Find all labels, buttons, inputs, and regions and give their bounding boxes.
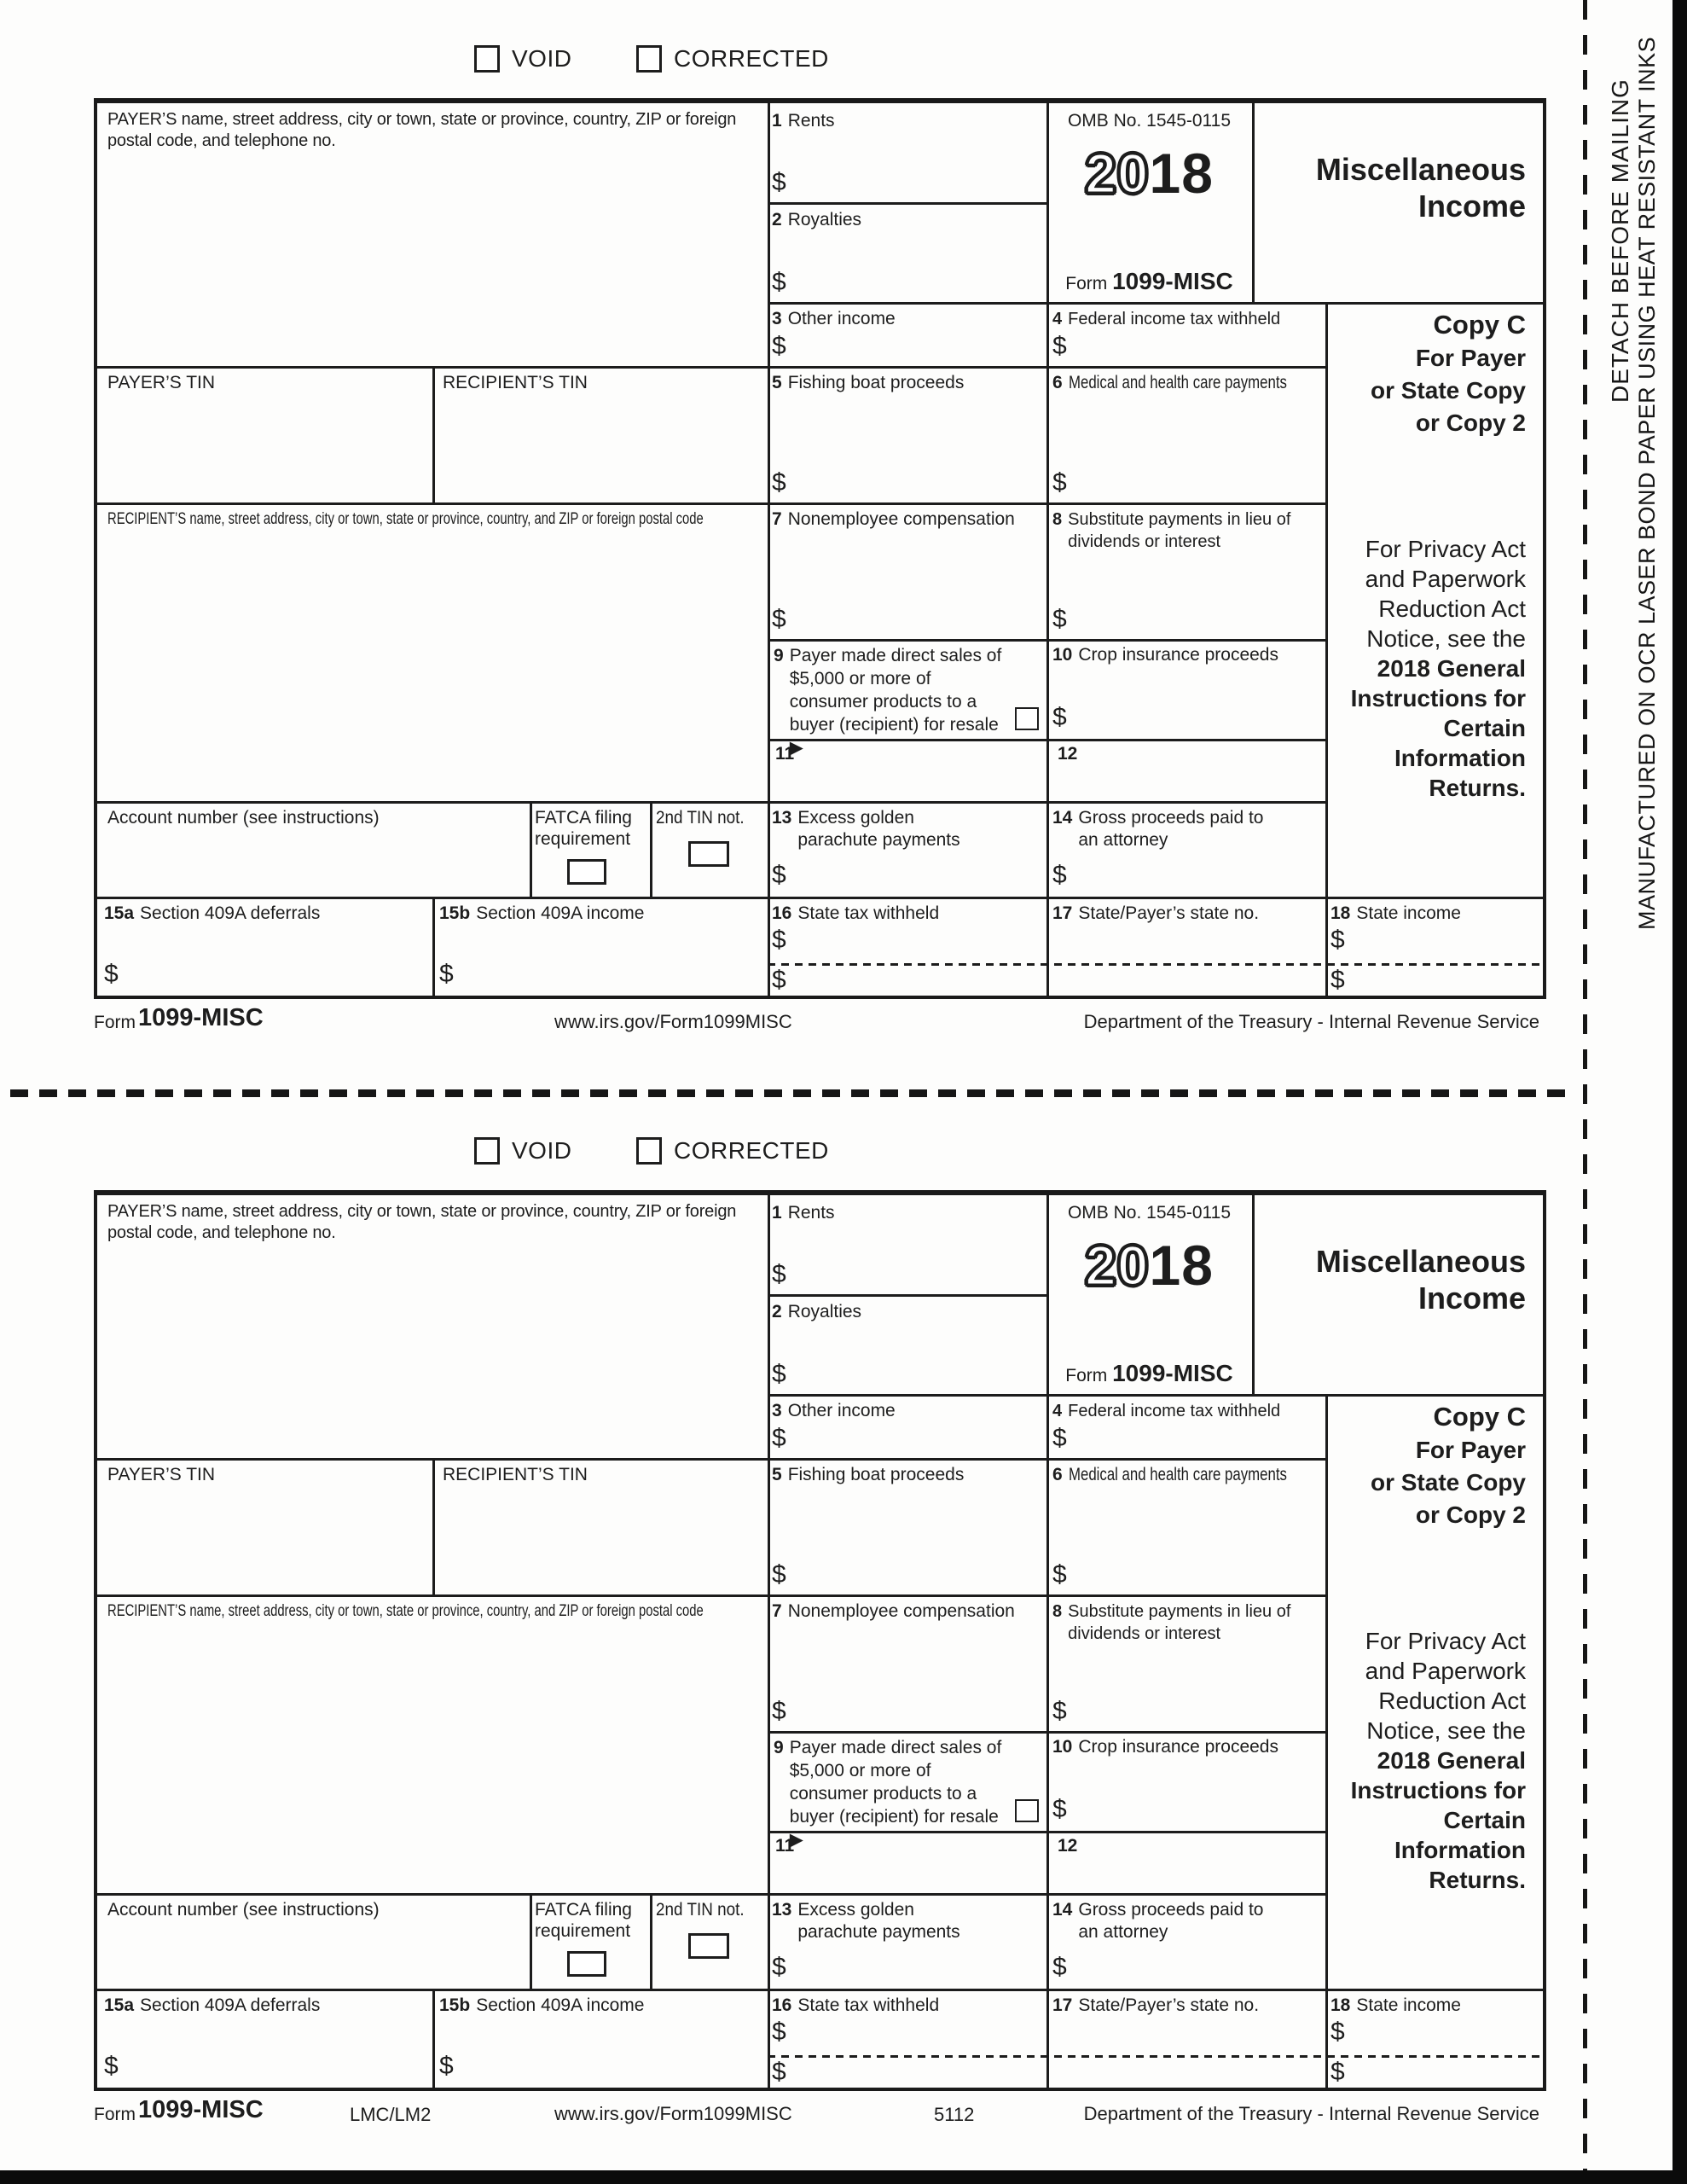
box-15b-409a-income: 15b Section 409A income <box>439 1995 645 2015</box>
fatca-checkbox[interactable] <box>567 859 606 885</box>
copy-designation: Copy C For Payer or State Copy or Copy 2 <box>1370 310 1526 436</box>
corrected-checkbox[interactable] <box>636 45 662 73</box>
form-title: Miscellaneous Income <box>1315 152 1526 224</box>
dollar-sign: $ <box>772 332 786 360</box>
box-5-fishing-boat: 5 Fishing boat proceeds <box>772 1465 965 1484</box>
form-number-line: Form 1099-MISC <box>1065 1360 1233 1386</box>
dollar-sign: $ <box>772 2018 786 2046</box>
dollar-sign: $ <box>104 960 119 988</box>
fatca-label: FATCA filing requirement <box>535 808 632 849</box>
box-5-fishing-boat: 5 Fishing boat proceeds <box>772 373 965 392</box>
footer-irs-url: www.irs.gov/Form1099MISC <box>554 1011 792 1032</box>
year-solid-digits: 18 <box>1149 142 1214 205</box>
box-17-state-no: 17 State/Payer’s state no. <box>1052 1995 1260 2015</box>
dollar-sign: $ <box>439 960 454 988</box>
dollar-sign: $ <box>1052 703 1067 731</box>
divider-line <box>768 202 1046 205</box>
dollar-sign: $ <box>1052 1795 1067 1823</box>
box-1-rents: 1 Rents <box>772 111 835 131</box>
form-1099-misc-grid <box>94 1190 1546 2091</box>
box-15b-409a-income: 15b Section 409A income <box>439 903 645 923</box>
dollar-sign: $ <box>772 1953 786 1981</box>
box-10-crop-insurance: 10 Crop insurance proceeds <box>1052 645 1278 665</box>
box-15a-409a-deferrals: 15a Section 409A deferrals <box>104 1995 321 2015</box>
divider-line <box>650 801 652 897</box>
state-row-dashed-line <box>768 963 1543 966</box>
form-title-area <box>1252 1195 1534 1394</box>
dollar-sign: $ <box>1330 2018 1345 2046</box>
fatca-checkbox[interactable] <box>567 1951 606 1977</box>
dollar-sign: $ <box>1052 1697 1067 1725</box>
void-checkbox[interactable] <box>474 1137 500 1165</box>
omb-number: OMB No. 1545-0115 <box>1067 111 1232 131</box>
recipient-tin-field: RECIPIENT’S TIN <box>443 1465 588 1484</box>
corrected-checkbox[interactable] <box>636 1137 662 1165</box>
box-16-state-tax: 16 State tax withheld <box>772 1995 940 2015</box>
omb-year-column <box>1046 1195 1252 1394</box>
dollar-sign: $ <box>772 605 786 633</box>
privacy-act-notice: For Privacy Act and Paperwork Reduction Act Notice, see the 2018 General Instructions for Certain Information Returns. <box>1350 1628 1526 1893</box>
form-copy-2 <box>94 1130 1539 2180</box>
dollar-sign: $ <box>439 2052 454 2080</box>
dollar-sign: $ <box>1330 2058 1345 2086</box>
box-10-crop-insurance: 10 Crop insurance proceeds <box>1052 1737 1278 1757</box>
year-solid-digits: 18 <box>1149 1234 1214 1297</box>
privacy-act-notice: For Privacy Act and Paperwork Reduction Act Notice, see the 2018 General Instructions for Certain Information Returns. <box>1350 536 1526 801</box>
corrected-label: CORRECTED <box>674 45 829 72</box>
payer-name-field: PAYER’S name, street address, city or town, state or province, country, ZIP or foreign postal code, and telephone no. <box>107 1202 737 1242</box>
tax-year <box>1046 1233 1252 1298</box>
void-checkbox[interactable] <box>474 45 500 73</box>
divider-line <box>650 1893 652 1989</box>
box-7-nonemployee-comp: 7 Nonemployee compensation <box>772 1601 1015 1621</box>
form-copy-1 <box>94 38 1539 1088</box>
box-15a-409a-deferrals: 15a Section 409A deferrals <box>104 903 321 923</box>
box-18-state-income: 18 State income <box>1330 903 1461 923</box>
divider-line <box>432 1989 435 2088</box>
divider-line <box>768 1195 770 2088</box>
footer-print-code: LMC/LM2 <box>350 2104 432 2125</box>
divider-line <box>97 502 1325 505</box>
box-2-royalties: 2 Royalties <box>772 210 862 229</box>
dollar-sign: $ <box>104 2052 119 2080</box>
box-11: 11 <box>775 1836 795 1856</box>
second-tin-label: 2nd TIN not. <box>656 808 745 828</box>
scan-edge-right <box>1673 0 1687 2184</box>
dollar-sign: $ <box>772 926 786 954</box>
dollar-sign: $ <box>1052 1424 1067 1452</box>
divider-line <box>768 1294 1046 1297</box>
horizontal-perforation-line <box>10 1089 1574 1097</box>
form-1099-misc-grid <box>94 98 1546 999</box>
dollar-sign: $ <box>772 1697 786 1725</box>
box-13-golden-parachute: 13 Excess golden parachute payments <box>772 1900 960 1942</box>
dollar-sign: $ <box>772 468 786 497</box>
resale-arrow-icon: ▶ <box>789 1830 803 1850</box>
box-9-direct-sales: 9 Payer made direct sales of $5,000 or more of consumer products to a buyer (recipient) for resale ▶ <box>774 1738 1002 1850</box>
box-14-gross-proceeds: 14 Gross proceeds paid to an attorney <box>1052 1900 1264 1942</box>
box-4-federal-tax: 4 Federal income tax withheld <box>1052 1402 1281 1420</box>
divider-line <box>97 801 1325 804</box>
second-tin-checkbox[interactable] <box>688 841 729 867</box>
recipient-name-field: RECIPIENT’S name, street address, city or town, state or province, country, and ZIP or foreign postal code <box>107 1602 704 1620</box>
box-6-medical-payments: 6 Medical and health care payments <box>1052 1465 1287 1484</box>
footer-form-number: 1099-MISC <box>138 2096 264 2123</box>
box-12: 12 <box>1058 744 1078 764</box>
form-title-area <box>1252 103 1534 302</box>
divider-line <box>432 897 435 996</box>
dollar-sign: $ <box>772 861 786 889</box>
box-9-checkbox[interactable] <box>1015 707 1039 730</box>
footer-treasury-label: Department of the Treasury - Internal Revenue Service <box>1083 2103 1539 2124</box>
payer-tin-field: PAYER’S TIN <box>107 1465 216 1484</box>
state-row-dashed-line <box>768 2055 1543 2058</box>
dollar-sign: $ <box>1052 468 1067 497</box>
box-12: 12 <box>1058 1836 1078 1856</box>
dollar-sign: $ <box>1052 861 1067 889</box>
copy-designation-column <box>1325 1394 1534 1989</box>
account-number-field: Account number (see instructions) <box>107 1900 380 1920</box>
box-3-other-income: 3 Other income <box>772 309 896 328</box>
divider-line <box>97 366 1325 369</box>
divider-line <box>97 1594 1325 1597</box>
fatca-label: FATCA filing requirement <box>535 1900 632 1941</box>
dollar-sign: $ <box>772 168 786 196</box>
divider-line <box>432 366 435 502</box>
box-7-nonemployee-comp: 7 Nonemployee compensation <box>772 509 1015 529</box>
corrected-label: CORRECTED <box>674 1137 829 1164</box>
box-6-medical-payments: 6 Medical and health care payments <box>1052 373 1287 392</box>
dollar-sign: $ <box>772 1560 786 1589</box>
second-tin-checkbox[interactable] <box>688 1933 729 1959</box>
box-18-state-income: 18 State income <box>1330 1995 1461 2015</box>
divider-line <box>97 1893 1325 1896</box>
dollar-sign: $ <box>1052 1953 1067 1981</box>
dollar-sign: $ <box>772 1360 786 1388</box>
dollar-sign: $ <box>772 1424 786 1452</box>
void-group <box>474 1137 571 1165</box>
box-3-other-income: 3 Other income <box>772 1401 896 1420</box>
dollar-sign: $ <box>1330 966 1345 994</box>
form-footer <box>94 1001 1539 1040</box>
void-group <box>474 45 571 73</box>
box-8-substitute-payments: 8 Substitute payments in lieu of dividends or interest <box>1052 510 1291 551</box>
second-tin-label: 2nd TIN not. <box>656 1900 745 1920</box>
vertical-perforation-line <box>1583 0 1587 2170</box>
resale-arrow-icon: ▶ <box>789 738 803 758</box>
box-11: 11 <box>775 744 795 764</box>
dollar-sign: $ <box>772 268 786 296</box>
footer-irs-url: www.irs.gov/Form1099MISC <box>554 2103 792 2124</box>
footer-treasury-label: Department of the Treasury - Internal Revenue Service <box>1083 1011 1539 1032</box>
footer-form-word: Form <box>94 2105 136 2124</box>
dollar-sign: $ <box>1052 332 1067 360</box>
void-label: VOID <box>512 45 572 72</box>
omb-number: OMB No. 1545-0115 <box>1067 1203 1232 1223</box>
divider-line <box>97 1458 1325 1461</box>
payer-name-field: PAYER’S name, street address, city or town, state or province, country, ZIP or foreign postal code, and telephone no. <box>107 110 737 150</box>
form-number-line: Form 1099-MISC <box>1065 268 1233 294</box>
dollar-sign: $ <box>772 966 786 994</box>
footer-stock-number: 5112 <box>934 2104 975 2125</box>
box-4-federal-tax: 4 Federal income tax withheld <box>1052 310 1281 328</box>
box-1-rents: 1 Rents <box>772 1203 835 1223</box>
dollar-sign: $ <box>1052 605 1067 633</box>
copy-designation: Copy C For Payer or State Copy or Copy 2 <box>1370 1402 1526 1528</box>
corrected-group <box>636 45 829 73</box>
box-9-checkbox[interactable] <box>1015 1799 1039 1822</box>
void-label: VOID <box>512 1137 572 1164</box>
box-17-state-no: 17 State/Payer’s state no. <box>1052 903 1260 923</box>
divider-line <box>768 103 770 996</box>
box-13-golden-parachute: 13 Excess golden parachute payments <box>772 808 960 850</box>
payer-tin-field: PAYER’S TIN <box>107 373 216 392</box>
box-2-royalties: 2 Royalties <box>772 1302 862 1321</box>
manufactured-margin-text: MANUFACTURED ON OCR LASER BOND PAPER USING HEAT RESISTANT INKS <box>1634 36 1660 930</box>
footer-form-word: Form <box>94 1013 136 1032</box>
form-title: Miscellaneous Income <box>1315 1244 1526 1316</box>
recipient-tin-field: RECIPIENT’S TIN <box>443 373 588 392</box>
form-footer <box>94 2093 1539 2132</box>
omb-year-column <box>1046 103 1252 302</box>
box-8-substitute-payments: 8 Substitute payments in lieu of dividends or interest <box>1052 1602 1291 1643</box>
copy-designation-column <box>1325 302 1534 897</box>
box-14-gross-proceeds: 14 Gross proceeds paid to an attorney <box>1052 808 1264 850</box>
dollar-sign: $ <box>1330 926 1345 954</box>
dollar-sign: $ <box>1052 1560 1067 1589</box>
scan-edge-bottom <box>0 2170 1687 2184</box>
footer-form-number: 1099-MISC <box>138 1004 264 1031</box>
corrected-group <box>636 1137 829 1165</box>
account-number-field: Account number (see instructions) <box>107 808 380 828</box>
year-outline-digits: 20 <box>1085 1234 1150 1297</box>
recipient-name-field: RECIPIENT’S name, street address, city or town, state or province, country, and ZIP or foreign postal code <box>107 510 704 528</box>
year-outline-digits: 20 <box>1085 142 1150 205</box>
divider-line <box>432 1458 435 1594</box>
detach-margin-text: DETACH BEFORE MAILING <box>1607 78 1633 403</box>
box-16-state-tax: 16 State tax withheld <box>772 903 940 923</box>
tax-year <box>1046 141 1252 206</box>
box-9-direct-sales: 9 Payer made direct sales of $5,000 or more of consumer products to a buyer (recipient) for resale ▶ <box>774 646 1002 758</box>
dollar-sign: $ <box>772 1260 786 1288</box>
dollar-sign: $ <box>772 2058 786 2086</box>
divider-line <box>530 801 532 897</box>
divider-line <box>530 1893 532 1989</box>
